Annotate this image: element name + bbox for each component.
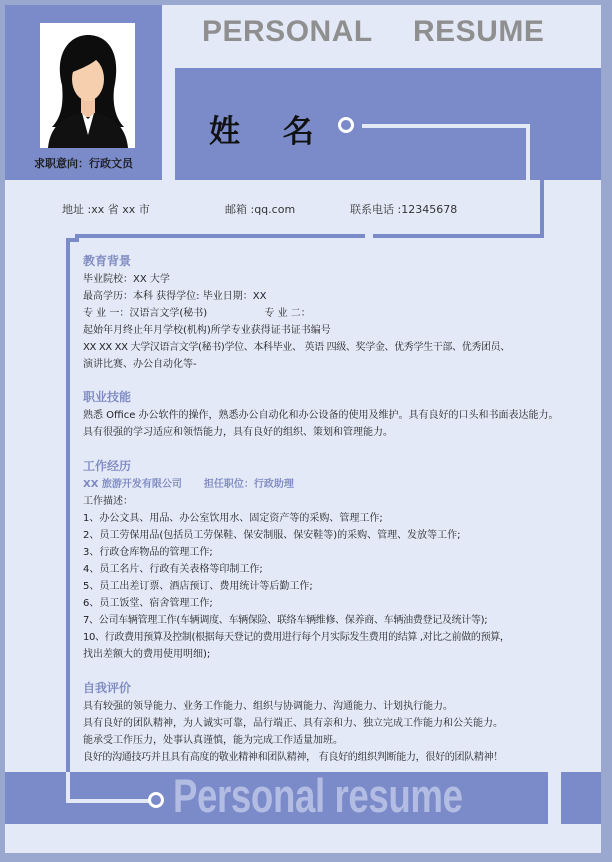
- education-line: 演讲比赛、办公自动化等-: [83, 359, 197, 370]
- work-title: 工作经历: [83, 459, 132, 473]
- footer-watermark-text: Personal resume: [173, 769, 463, 822]
- self-eval-line: 具有良好的团队精神，为人诚实可靠，品行端正、具有亲和力、独立完成工作能力和公关能力。: [83, 718, 503, 729]
- work-desc-label: 工作描述：: [83, 496, 133, 507]
- decor-line: [540, 180, 544, 236]
- education-line: 专 业 一：汉语言文学(秘书) 专 业 二：: [83, 308, 311, 319]
- education-line: 最高学历：本科 获得学位: 毕业日期：XX: [83, 291, 267, 302]
- contact-phone: 联系电话 :12345678: [350, 203, 458, 216]
- education-line: 起始年月终止年月学校(机构)所学专业获得证书证书编号: [83, 325, 331, 336]
- work-item: 找出差额大的费用使用明细);: [83, 649, 211, 660]
- decor-line: [66, 799, 150, 803]
- work-item: 3、行政仓库物品的管理工作;: [83, 547, 213, 558]
- skills-text: 熟悉 Office 办公软件的操作，熟悉办公自动化和办公设备的使用及维护。具有良好的口头和书面表达能力。具有很强的学习适应和领悟能力，具有良好的组织、策划和管理能力。: [83, 410, 559, 438]
- work-item: 5、员工出差订票、酒店预订、费用统计等后勤工作;: [83, 581, 313, 592]
- education-title: 教育背景: [83, 254, 132, 268]
- work-item: 7、公司车辆管理工作(车辆调度、车辆保险、联络车辆维修、保养商、车辆油费登记及统计等);: [83, 615, 488, 626]
- decor-line: [365, 234, 373, 238]
- decor-circle: [338, 117, 354, 133]
- skills-section: [83, 388, 578, 441]
- self-eval-title: 自我评价: [83, 681, 132, 695]
- work-item: 10、行政费用预算及控制(根据每天登记的费用进行每个月实际发生费用的结算 ,对比之前做的预算，: [83, 632, 510, 643]
- company-name: XX 旅游开发有限公司: [83, 479, 182, 490]
- decor-circle: [148, 792, 164, 808]
- contact-email: 邮箱 :qq.com: [225, 203, 296, 216]
- job-header: [83, 476, 578, 493]
- self-eval-line: 能承受工作压力，处事认真谨慎，能为完成工作适量加班。: [83, 735, 343, 746]
- footer-divider: [548, 772, 561, 824]
- avatar: [40, 23, 135, 148]
- decor-line: [66, 772, 70, 802]
- work-item: 2、员工劳保用品(包括员工劳保鞋、保安制服、保安鞋等)的采购、管理、发放等工作;: [83, 530, 461, 541]
- work-item: 6、员工饭堂、宿舍管理工作;: [83, 598, 213, 609]
- job-intention: 求职意向：行政文员: [34, 157, 133, 170]
- skills-title: 职业技能: [83, 390, 132, 404]
- decor-line: [66, 238, 70, 773]
- resume-page: [5, 5, 601, 853]
- education-line: 毕业院校：XX 大学: [83, 274, 170, 285]
- work-item: 4、员工名片、行政有关表格等印制工作;: [83, 564, 263, 575]
- self-eval-section: [83, 679, 578, 766]
- candidate-name: 姓 名: [209, 114, 330, 150]
- decor-line: [362, 124, 530, 128]
- decor-line: [75, 234, 544, 238]
- education-section: [83, 252, 578, 373]
- self-eval-line: 良好的沟通技巧并且具有高度的敬业精神和团队精神， 有良好的组织判断能力，很好的团队精神！: [83, 752, 503, 763]
- work-section: [83, 457, 578, 663]
- decor-line: [66, 238, 79, 242]
- contact-address: 地址 :xx 省 xx 市: [62, 203, 150, 216]
- education-line: XX XX XX 大学汉语言文学(秘书)学位、本科毕业、 英语 四级、奖学金、优秀学生干部、优秀团员、: [83, 342, 510, 353]
- job-position: 担任职位：行政助理: [203, 479, 294, 490]
- title-word-resume: RESUME: [413, 15, 545, 48]
- self-eval-line: 具有较强的领导能力、业务工作能力、组织与协调能力、沟通能力、计划执行能力。: [83, 701, 453, 712]
- photo-panel: [5, 5, 162, 180]
- work-item: 1、办公文具、用品、办公室饮用水、固定资产等的采购、管理工作;: [83, 513, 383, 524]
- person-icon: [40, 23, 135, 148]
- title-word-personal: PERSONAL: [202, 15, 373, 48]
- decor-line: [526, 124, 530, 180]
